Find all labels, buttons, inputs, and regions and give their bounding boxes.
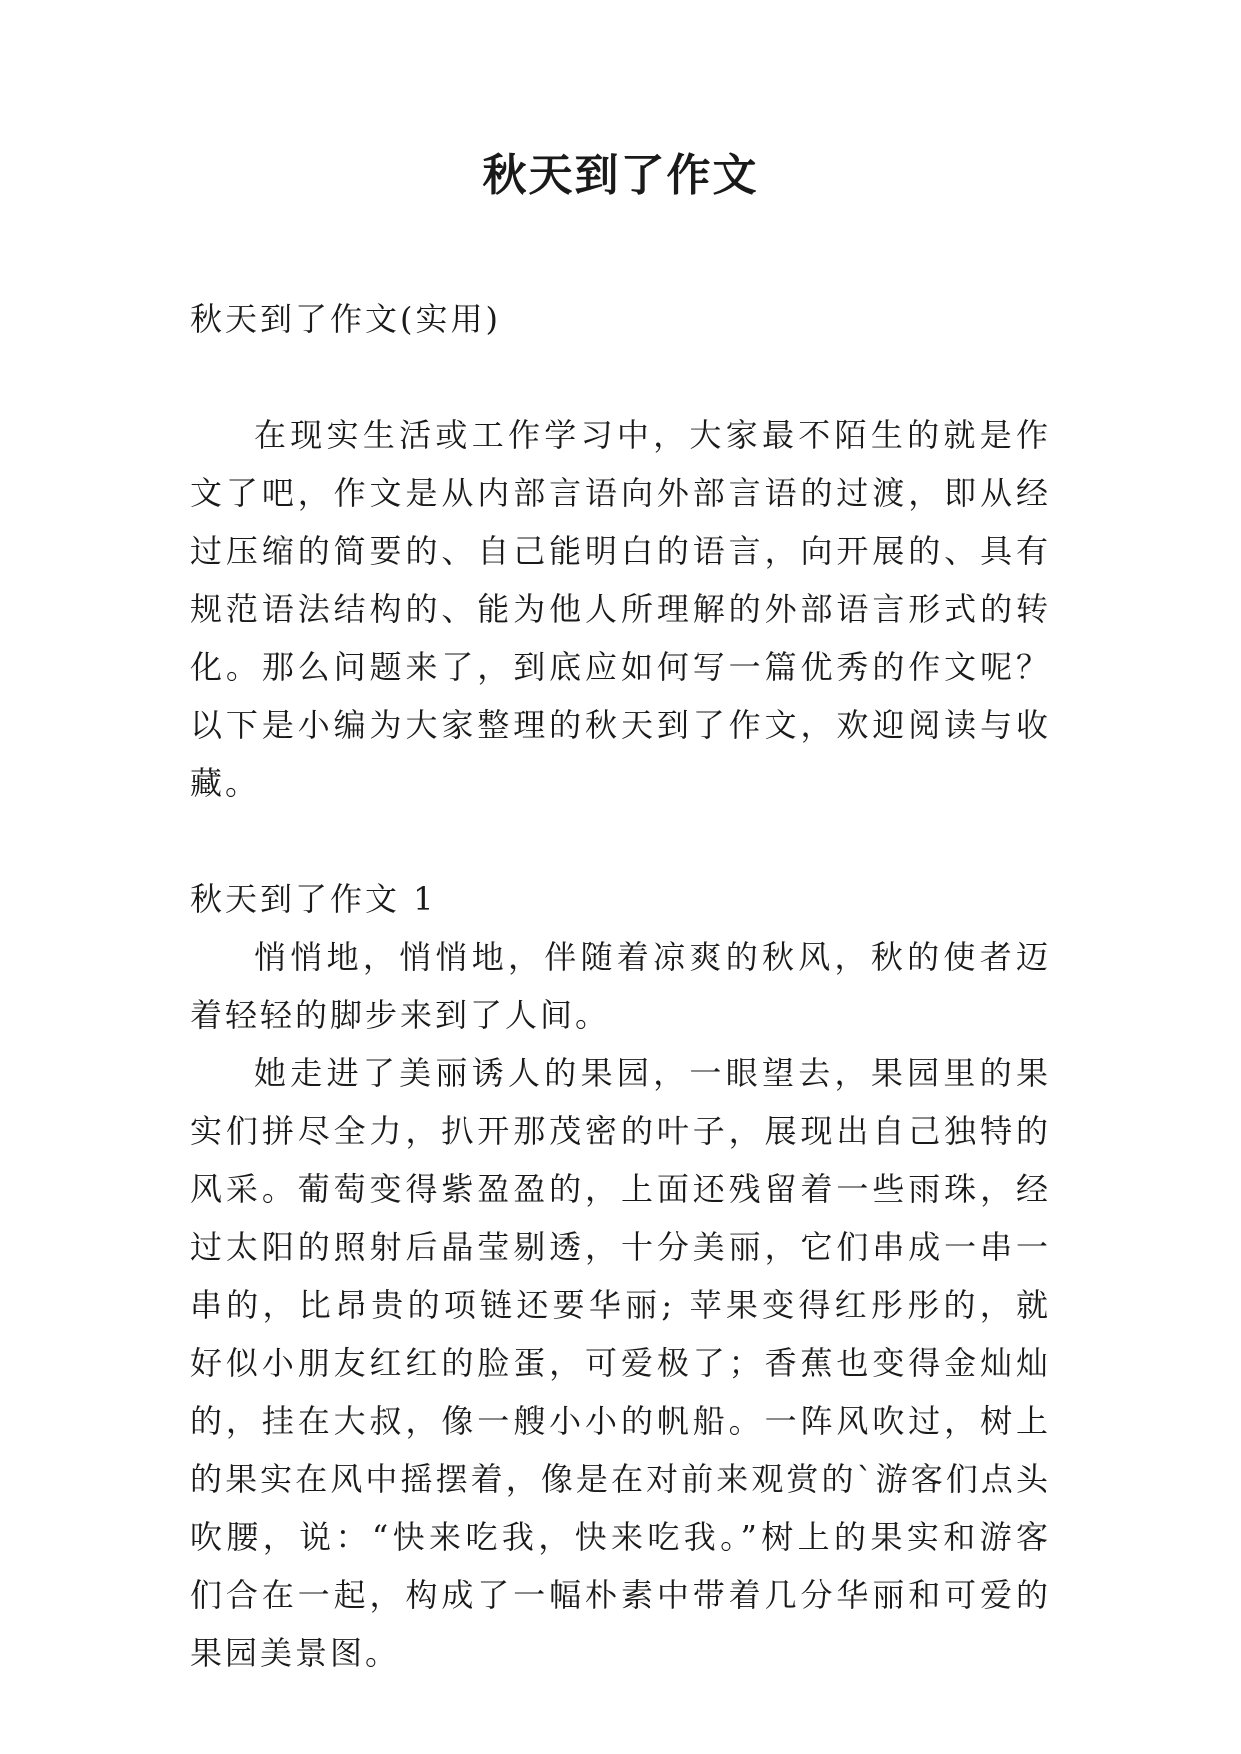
intro-paragraph: 在现实生活或工作学习中，大家最不陌生的就是作文了吧，作文是从内部言语向外部言语的过渡，即从经过压缩的简要的、自己能明白的语言，向开展的、具有规范语法结构的、能为他人所理解的外部语言形式的转化。那么问题来了，到底应如何写一篇优秀的作文呢？以下是小编为大家整理的秋天到了作文，欢迎阅读与收藏。 <box>190 416 1051 802</box>
spacer <box>190 812 1051 870</box>
body-paragraph: 她走进了美丽诱人的果园，一眼望去，果园里的果实们拼尽全力，扒开那茂密的叶子，展现出自己独特的风采。葡萄变得紫盈盈的，上面还残留着一些雨珠，经过太阳的照射后晶莹剔透，十分美丽，它们串成一串一串的，比昂贵的项链还要华丽; 苹果变得红彤彤的，就好似小朋友红红的脸蛋，可爱极了；香蕉也变得金灿灿的，挂在大叔，像一艘小小的帆船。一阵风吹过，树上的果实在风中摇摆着，像是在对前来观赏的`游客们点头吹腰，说：“快来吃我，快来吃我。”树上的果实和游客们合在一起，构成了一幅朴素中带着几分华丽和可爱的果园美景图。 <box>190 1054 1051 1672</box>
document-subtitle: 秋天到了作文(实用) <box>190 300 501 338</box>
spacer <box>190 348 1051 406</box>
document-title: 秋天到了作文 <box>482 150 759 201</box>
body-paragraph: 悄悄地，悄悄地，伴随着凉爽的秋风，秋的使者迈着轻轻的脚步来到了人间。 <box>190 938 1051 1034</box>
section-heading: 秋天到了作文 1 <box>190 880 437 918</box>
document-body <box>190 290 1051 1682</box>
